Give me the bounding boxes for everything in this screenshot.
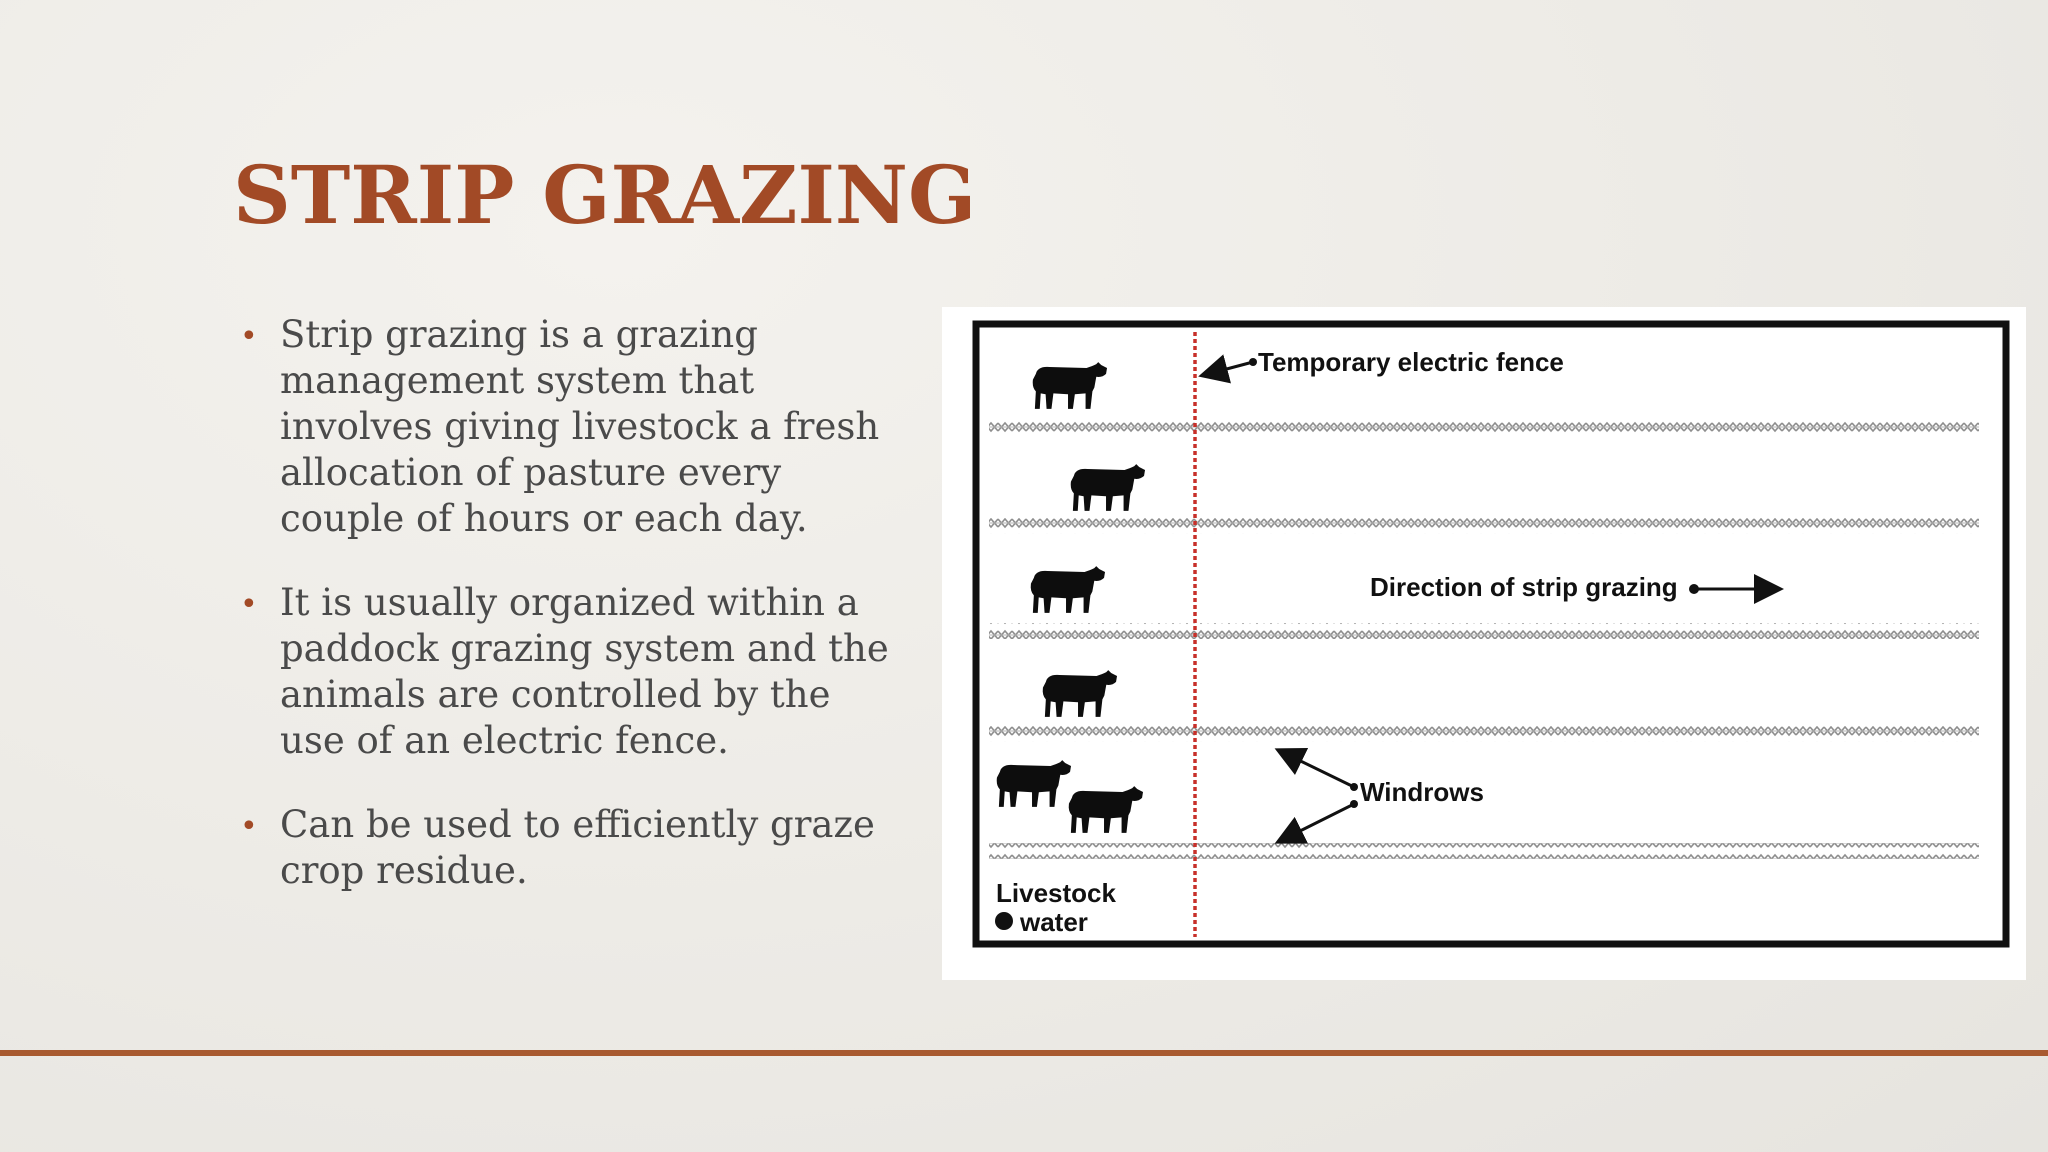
bullet-text: Strip grazing is a grazing management system that involves giving livestock a fresh allocation of pasture every couple of hours or each day.	[280, 313, 880, 540]
bullet-text: It is usually organized within a paddock grazing system and the animals are controlled by the use of an electric fence.	[280, 581, 889, 762]
bullet-text: Can be used to efficiently graze crop residue.	[280, 803, 875, 892]
bullet-dot-icon: •	[240, 587, 258, 622]
water-dot-icon	[995, 912, 1013, 930]
footer-rule	[0, 1050, 2048, 1056]
water-label: water	[1020, 907, 1088, 937]
strip-grazing-diagram	[942, 307, 2026, 980]
bullet-list	[240, 312, 900, 932]
livestock-label: Livestock	[996, 878, 1116, 908]
bullet-dot-icon: •	[240, 319, 258, 354]
bullet-dot-icon: •	[240, 809, 258, 844]
direction-label: Direction of strip grazing	[1370, 572, 1678, 602]
bullet-item	[240, 802, 900, 894]
bullet-item	[240, 312, 900, 542]
slide-title: STRIP GRAZING	[233, 148, 977, 242]
fence-label: Temporary electric fence	[1258, 347, 1564, 377]
bullet-item	[240, 580, 900, 764]
windrows-label: Windrows	[1360, 777, 1484, 807]
